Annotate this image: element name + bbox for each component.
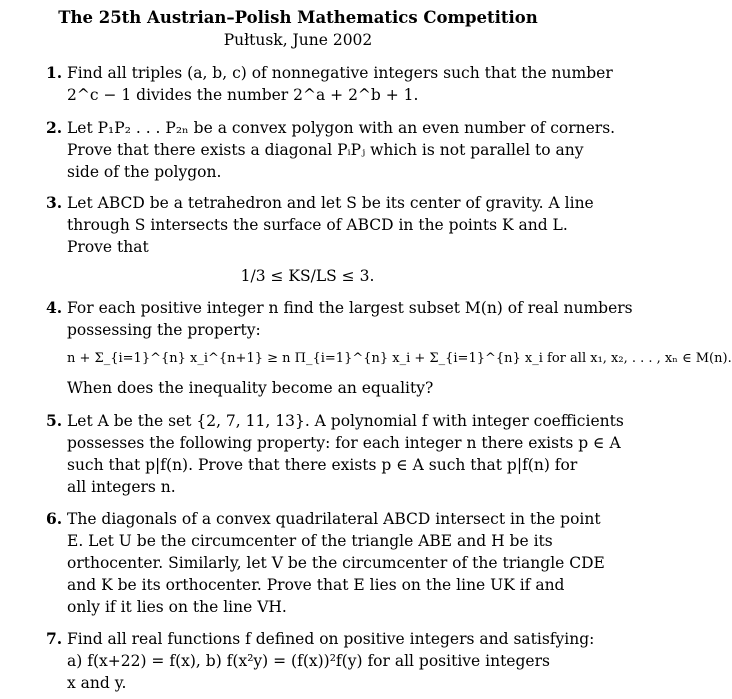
problem-text-line: only if it lies on the line VH.	[67, 598, 287, 616]
problem-text-line: possesses the following property: for each integer n there exists p ∈ A	[67, 434, 621, 452]
display-formula: n + Σ_{i=1}^{n} x_i^{n+1} ≥ n Π_{i=1}^{n} x_i + Σ_{i=1}^{n} x_i for all x₁, x₂, . . . , xₙ ∈ M(n).	[67, 351, 732, 366]
problem-number: 5.	[46, 411, 63, 430]
problem-text-line: Find all triples (a, b, c) of nonnegative integers such that the number	[67, 64, 613, 82]
page-subtitle: Pułtusk, June 2002	[223, 31, 373, 49]
problem-text-line: When does the inequality become an equality?	[67, 379, 434, 397]
problem-6	[46, 508, 605, 618]
problem-text-line: and K be its orthocenter. Prove that E lies on the line UK if and	[67, 576, 565, 594]
problem-text-line: Prove that	[67, 238, 149, 256]
problem-text-line: such that p|f(n). Prove that there exists p ∈ A such that p|f(n) for	[67, 456, 578, 474]
problem-text-line: a) f(x+22) = f(x), b) f(x²y) = (f(x))²f(y) for all positive integers	[67, 652, 550, 670]
problem-text-line: side of the polygon.	[67, 163, 222, 181]
problem-number: 4.	[46, 298, 63, 317]
problem-text-line: For each positive integer n find the largest subset M(n) of real numbers	[67, 299, 633, 317]
problem-number: 6.	[46, 509, 63, 528]
problem-text-line: Let A be the set {2, 7, 11, 13}. A polynomial f with integer coefficients	[67, 412, 624, 430]
problem-1	[46, 62, 613, 106]
problem-number: 2.	[46, 118, 63, 137]
problem-text-line: Let ABCD be a tetrahedron and let S be its center of gravity. A line	[67, 194, 594, 212]
problem-text-line: Prove that there exists a diagonal PᵢPⱼ which is not parallel to any	[67, 141, 584, 159]
problem-7	[46, 628, 595, 694]
problem-text-line: The diagonals of a convex quadrilateral ABCD intersect in the point	[67, 510, 601, 528]
page-title: The 25th Austrian–Polish Mathematics Competition	[58, 8, 538, 27]
problem-text-line: orthocenter. Similarly, let V be the circumcenter of the triangle CDE	[67, 554, 605, 572]
problem-4	[46, 297, 732, 399]
problem-text-line: 2^c − 1 divides the number 2^a + 2^b + 1.	[67, 86, 419, 104]
problem-text-line: through S intersects the surface of ABCD in the points K and L.	[67, 216, 568, 234]
problem-5	[46, 410, 624, 498]
problem-number: 3.	[46, 193, 63, 212]
problem-3	[46, 192, 594, 294]
display-formula: 1/3 ≤ KS/LS ≤ 3.	[240, 267, 375, 285]
problem-text-line: Find all real functions f defined on positive integers and satisfying:	[67, 630, 595, 648]
problem-text-line: x and y.	[67, 674, 127, 692]
problem-number: 1.	[46, 63, 63, 82]
problem-2	[46, 117, 616, 183]
problem-text-line: all integers n.	[67, 478, 176, 496]
problem-text-line: possessing the property:	[67, 321, 261, 339]
problem-text-line: E. Let U be the circumcenter of the triangle ABE and H be its	[67, 532, 553, 550]
problem-number: 7.	[46, 629, 63, 648]
problem-text-line: Let P₁P₂ . . . P₂ₙ be a convex polygon with an even number of corners.	[67, 119, 616, 137]
